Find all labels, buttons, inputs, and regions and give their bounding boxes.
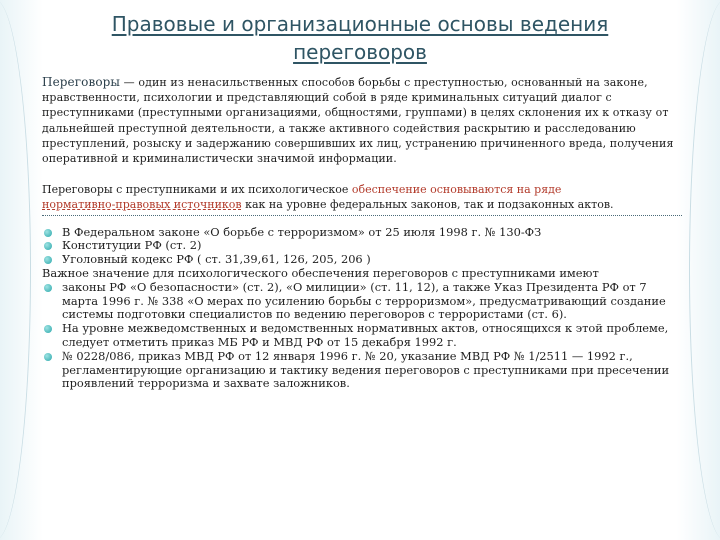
laws-list [42,281,682,391]
bullet-icon [44,284,52,292]
list-item: На уровне межведомственных и ведомственных нормативных актов, относящихся к этой проблеме, следует отметить приказ МБ РФ и МВД РФ от 15 декабря 1992 г. [42,322,682,350]
list-item: № 0228/086, приказ МВД РФ от 12 января 1996 г. № 20, указание МВД РФ № 1/2511 — 1992 г., регламентирующие организацию и тактику ведения переговоров с преступниками при пресечении проявлений терроризма и захвате заложников. [42,350,682,391]
intro-part4: как на уровне федеральных законов, так и подзаконных актов. [241,198,614,212]
slide-title-text: Правовые и организационные основы ведения переговоров [111,12,609,64]
psych-note: Важное значение для психологического обеспечения переговоров с преступниками имеют [42,266,599,281]
dotted-divider [42,215,682,216]
bullet-icon [44,353,52,361]
bullet-icon [44,229,52,237]
intro-paragraph [42,182,682,212]
intro-part1: Переговоры с преступниками и их психологическое [42,183,352,197]
intro-highlight: обеспечение основываются на ряде [351,183,562,197]
intro-sources-link: нормативно-правовых источников [42,198,242,212]
slide-title [60,10,660,66]
list-item: законы РФ «О безопасности» (ст. 2), «О милиции» (ст. 11, 12), а также Указ Президента РФ от 7 марта 1996 г. № 338 «О мерах по усилению борьбы с терроризмом», предусматривающий создание системы подготовки специалистов по ведению переговоров с террористами (ст. 6). [42,281,682,322]
definition-paragraph [42,75,682,166]
list-item: Конституции РФ (ст. 2) [42,239,682,253]
list-item: В Федеральном законе «О борьбе с терроризмом» от 25 июля 1998 г. № 130-ФЗ [42,226,682,240]
bullet-icon [44,256,52,264]
slide-content [42,75,682,391]
list-item: Уголовный кодекс РФ ( ст. 31,39,61, 126, 205, 206 ) [42,253,682,267]
legal-sources-list [42,226,682,267]
definition-term: Переговоры [42,75,121,89]
definition-text: — один из ненасильственных способов борьбы с преступностью, основанный на законе, нравственности, психологии и представляющий собой в ряде криминальных ситуаций диалог с преступниками (преступными организациями, общностями, группами) в целях склонения их к отказу от дальнейшей преступной деятельности, а также активного содействия раскрытию и расследованию преступлений, розыску и задержанию совершивших их лиц, устранению причиненного вреда, получения оперативной и криминалистически значимой информации. [42,76,674,166]
bullet-icon [44,242,52,250]
bullet-icon [44,325,52,333]
